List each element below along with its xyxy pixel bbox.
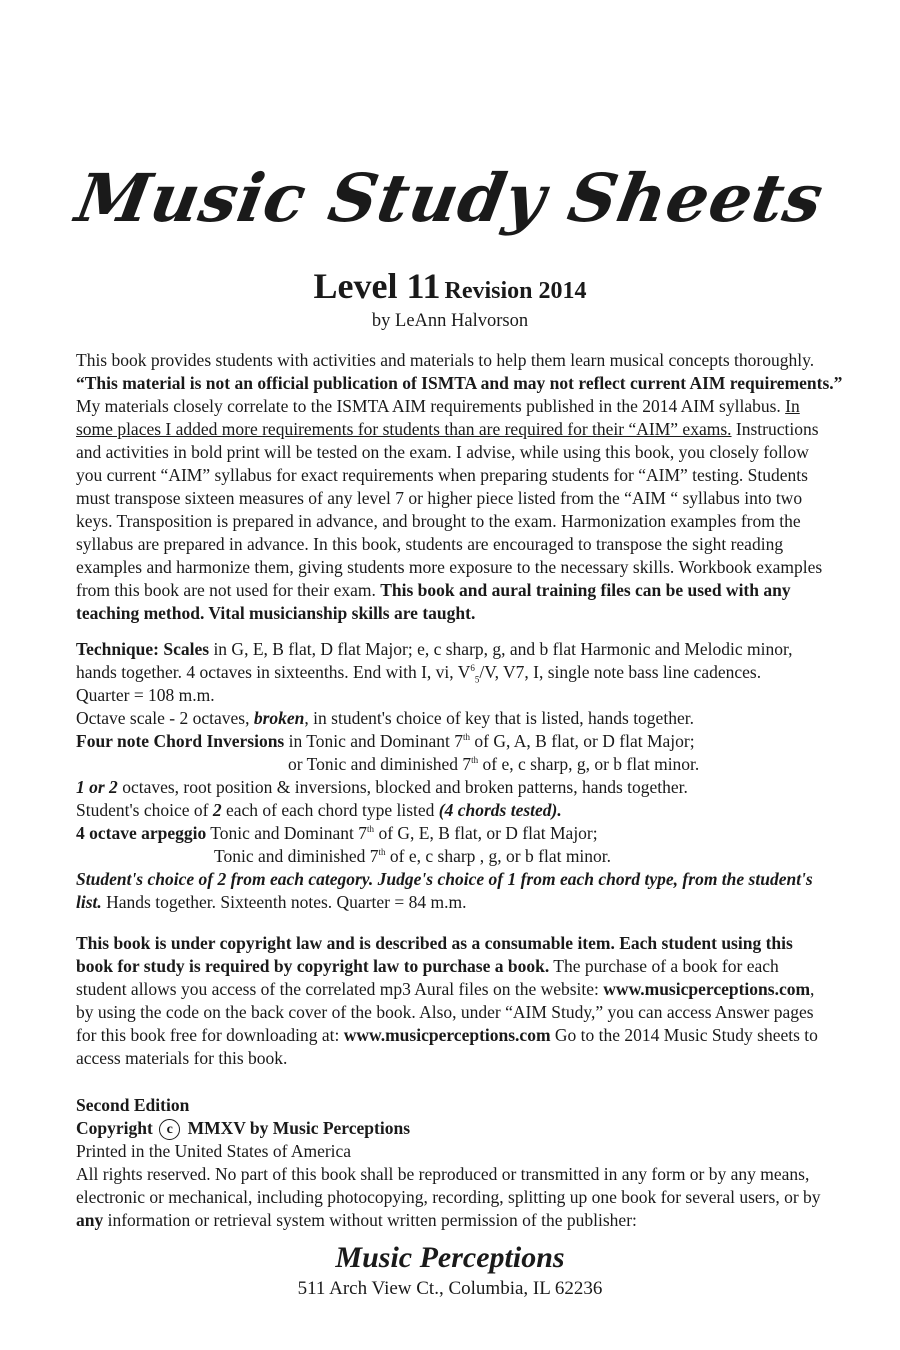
text-span: in G, E, B flat, D flat Major; e, c sharp, g, and b flat Harmonic and Melodic minor, xyxy=(209,639,793,659)
text-span: of G, A, B flat, or D flat Major; xyxy=(470,731,695,751)
intro-line xyxy=(76,579,856,602)
technique-line xyxy=(76,799,856,822)
superscript: 6 xyxy=(470,663,475,674)
bold-italic-text: (4 chords tested). xyxy=(438,800,562,820)
bold-italic-text: 1 or 2 xyxy=(76,777,118,797)
level-heading xyxy=(0,266,900,314)
edition-label: Second Edition xyxy=(76,1095,190,1115)
text-span: Octave scale - 2 octaves, xyxy=(76,708,254,728)
technique-line: Student's choice of 2 from each category. Judge's choice of 1 from each chord type, from the student's xyxy=(76,869,813,889)
text-span: Copyright xyxy=(76,1118,153,1138)
technique-line xyxy=(76,845,856,868)
edition-section xyxy=(76,1094,856,1232)
bold-italic-text: 2 xyxy=(212,800,222,820)
bold-italic-text: list. xyxy=(76,892,102,912)
text-span: octaves, root position & inversions, blocked and broken patterns, hands together. xyxy=(117,777,688,797)
notice-line: by using the code on the back cover of the book. Also, under “AIM Study,” you can access Answer pages xyxy=(76,1002,814,1022)
technique-line xyxy=(76,707,856,730)
disclaimer-line: “This material is not an official publication of ISMTA and may not reflect current AIM requirements.” xyxy=(76,373,843,393)
intro-line: must transpose sixteen measures of any level 7 or higher piece listed from the “AIM “ syllabus into two xyxy=(76,488,803,508)
notice-line: This book is under copyright law and is described as a consumable item. Each student using this xyxy=(76,933,793,953)
text-span: Tonic and diminished 7 xyxy=(214,846,379,866)
underlined-text: In xyxy=(785,396,800,416)
copyright-notice xyxy=(76,932,856,1070)
technique-line xyxy=(76,753,856,776)
technique-line xyxy=(76,638,856,661)
technique-line: Quarter = 108 m.m. xyxy=(76,685,215,705)
author-byline: by LeAnn Halvorson xyxy=(371,311,529,331)
text-span: , xyxy=(810,979,815,999)
underlined-text: some places I added more requirements for students than are required for their “AIM” exams. xyxy=(76,419,732,439)
bold-text: book for study is required by copyright law to purchase a book. xyxy=(76,956,550,976)
edition-line: Printed in the United States of America xyxy=(76,1141,352,1161)
edition-line xyxy=(76,1209,856,1232)
text-span: /V, V7, I, single note bass line cadences. xyxy=(479,662,762,682)
bold-text: This book and aural training files can be used with any xyxy=(380,580,791,600)
notice-line: access materials for this book. xyxy=(76,1048,288,1068)
text-span: Tonic and Dominant 7 xyxy=(206,823,368,843)
superscript: th xyxy=(367,824,375,835)
text-span: information or retrieval system without written permission of the publisher: xyxy=(103,1210,637,1230)
book-title: Music Study Sheets xyxy=(70,159,830,237)
revision-label: Revision 2014 xyxy=(444,278,587,304)
text-span: Student's choice of xyxy=(76,800,213,820)
text-span: Instructions xyxy=(731,419,819,439)
notice-line xyxy=(76,955,856,978)
publisher-name: Music Perceptions xyxy=(335,1241,565,1274)
notice-line xyxy=(76,978,856,1001)
intro-line: syllabus are prepared in advance. In this book, students are encouraged to transpose the sight reading xyxy=(76,534,784,554)
section-label: Technique: Scales xyxy=(76,639,210,659)
notice-line xyxy=(76,1024,856,1047)
technique-section xyxy=(76,638,856,914)
section-label: Four note Chord Inversions xyxy=(76,731,285,751)
copyright-icon: c xyxy=(159,1119,180,1140)
technique-line xyxy=(76,891,856,914)
text-span: in Tonic and Dominant 7 xyxy=(284,731,464,751)
intro-line: examples and harmonize them, giving students more exposure to the necessary skills. Workbook examples xyxy=(76,557,823,577)
text-span: My materials closely correlate to the ISMTA AIM requirements published in the 2014 AIM syllabus. xyxy=(76,396,786,416)
bold-text: any xyxy=(76,1210,104,1230)
subscript: 5 xyxy=(474,674,480,685)
technique-line xyxy=(76,730,856,753)
intro-paragraph xyxy=(76,349,856,625)
website-link[interactable]: www.musicperceptions.com xyxy=(603,979,811,999)
text-span: Go to the 2014 Music Study sheets to xyxy=(550,1025,818,1045)
text-span: from this book are not used for their exam. xyxy=(76,580,381,600)
intro-line xyxy=(76,418,856,441)
copyright-line xyxy=(76,1117,856,1140)
text-span: of G, E, B flat, or D flat Major; xyxy=(374,823,598,843)
intro-line xyxy=(76,395,856,418)
bold-italic-text: broken xyxy=(253,708,305,728)
section-label: 4 octave arpeggio xyxy=(76,823,207,843)
text-span: , in student's choice of key that is listed, hands together. xyxy=(304,708,694,728)
text-span: for this book free for downloading at: xyxy=(76,1025,344,1045)
intro-line: keys. Transposition is prepared in advance, and brought to the exam. Harmonization examples from the xyxy=(76,511,801,531)
text-span: MMXV by Music Perceptions xyxy=(187,1118,411,1138)
text-span: of e, c sharp , g, or b flat minor. xyxy=(385,846,612,866)
text-span: The purchase of a book for each xyxy=(549,956,779,976)
edition-line: All rights reserved. No part of this book shall be reproduced or transmitted in any form or by any means, xyxy=(76,1164,810,1184)
text-span: student allows you access of the correlated mp3 Aural files on the website: xyxy=(76,979,604,999)
technique-line xyxy=(76,661,856,684)
publisher-address: 511 Arch View Ct., Columbia, IL 62236 xyxy=(297,1278,603,1299)
website-link[interactable]: www.musicperceptions.com xyxy=(343,1025,551,1045)
edition-line: electronic or mechanical, including photocopying, recording, splitting up one book for several users, or by xyxy=(76,1187,821,1207)
text-span: of e, c sharp, g, or b flat minor. xyxy=(478,754,700,774)
text-span: or Tonic and diminished 7 xyxy=(288,754,472,774)
technique-line xyxy=(76,822,856,845)
intro-line: you current “AIM” syllabus for exact requirements when preparing students for “AIM” testing. Students xyxy=(76,465,808,485)
level-number: Level 11 xyxy=(313,266,441,306)
intro-line: teaching method. Vital musicianship skills are taught. xyxy=(76,603,476,623)
superscript: th xyxy=(463,732,471,743)
intro-line: This book provides students with activities and materials to help them learn musical concepts thoroughly. xyxy=(76,350,815,370)
text-span: Hands together. Sixteenth notes. Quarter = 84 m.m. xyxy=(101,892,467,912)
superscript: th xyxy=(378,847,386,858)
text-span: hands together. 4 octaves in sixteenths. End with I, vi, V xyxy=(76,662,471,682)
text-span: each of each chord type listed xyxy=(221,800,439,820)
intro-line: and activities in bold print will be tested on the exam. I advise, while using this book, you closely follow xyxy=(76,442,809,462)
superscript: th xyxy=(471,755,479,766)
technique-line xyxy=(76,776,856,799)
